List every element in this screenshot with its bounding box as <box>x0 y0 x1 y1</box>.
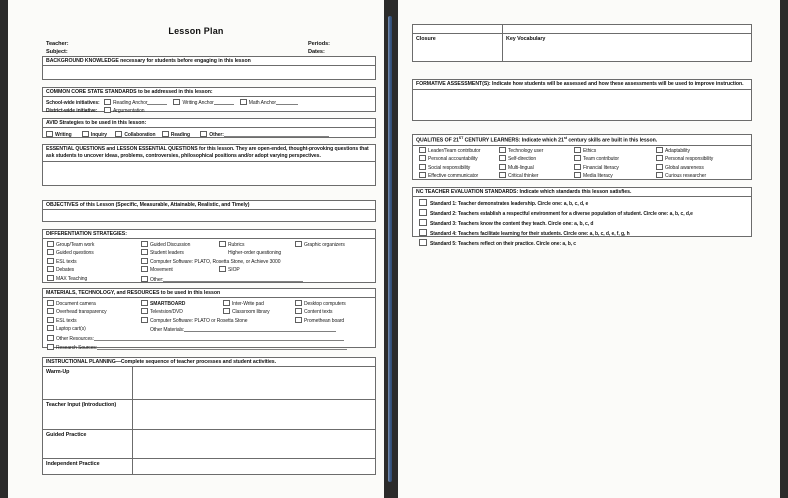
diff-group-team-work-label: Group/Team work <box>56 242 95 249</box>
diff-group-team-work-checkbox[interactable] <box>47 241 54 247</box>
materials-document-camera-label: Document camera <box>56 301 96 308</box>
diff-item <box>47 249 94 257</box>
essential-questions-input[interactable] <box>43 162 375 178</box>
materials-item <box>223 308 270 316</box>
row-input-independent-practice[interactable] <box>133 459 376 475</box>
materials-classroom-library-label: Classroom library <box>232 309 270 316</box>
materials-overhead-transparency-checkbox[interactable] <box>47 308 54 314</box>
lesson-plan-page-left <box>8 0 384 498</box>
essential-questions-heading-rest: for this lesson. They are open-ended, thought-provoking questions that ask students to uncover ideas, problems, controversies, philosophical positions and/or adopt varying perspectives. <box>46 146 369 160</box>
quality-team-contributor-checkbox[interactable] <box>574 155 581 161</box>
diff-esl-texts-label: ESL texts <box>56 258 77 265</box>
formative-assessment-input[interactable] <box>413 90 751 117</box>
qualities-heading-sup: ST <box>458 136 464 140</box>
avid-section <box>42 118 376 138</box>
materials-document-camera-checkbox[interactable] <box>47 300 54 306</box>
row-input-guided-practice[interactable] <box>133 430 376 459</box>
quality-social-responsibility-checkbox[interactable] <box>419 164 426 170</box>
materials-smartboard-label: SMARTBOARD <box>150 301 186 308</box>
materials-other-resources-checkbox[interactable] <box>47 335 54 341</box>
common-core-row-district-wide <box>46 107 372 115</box>
row-label-teacher-input: Teacher Input (Introduction) <box>43 400 133 430</box>
quality-personal-responsibility-checkbox[interactable] <box>656 155 663 161</box>
quality-leader-team-contributor-label: Leader/Team contributor <box>428 147 481 154</box>
avid-reading-label: Reading <box>170 132 190 139</box>
quality-item <box>574 147 619 155</box>
materials-item <box>295 308 346 316</box>
differentiation-section <box>42 229 376 283</box>
diff-movement-checkbox[interactable] <box>141 266 148 272</box>
instructional-planning-heading-rest: —Complete sequence of teacher processes and student activities. <box>115 359 277 365</box>
table-row <box>43 400 376 430</box>
avid-writing-label: Writing <box>55 132 72 139</box>
objectives-heading-bold: OBJECTIVES <box>46 202 79 208</box>
diff-guided-discussion-label: Guided Discussion <box>150 242 191 249</box>
quality-financial-literacy-label: Financial literacy <box>583 164 619 171</box>
formative-assessment-section <box>412 79 752 121</box>
materials-content-texts-label: Content texts <box>304 309 333 316</box>
instructional-planning-section <box>42 357 376 475</box>
materials-item <box>223 300 270 308</box>
materials-esl-texts-checkbox[interactable] <box>47 317 54 323</box>
quality-global-awareness-label: Global awareness <box>665 164 704 171</box>
row-input-teacher-input[interactable] <box>133 400 376 430</box>
nc-standard-4-checkbox[interactable] <box>419 229 427 236</box>
key-vocabulary-label-cell: Key Vocabulary <box>503 34 752 62</box>
school-wide-label: School-wide initiatives: <box>46 100 100 107</box>
diff-graphic-organizers-label: Graphic organizers <box>304 242 345 249</box>
diff-item <box>219 266 281 274</box>
district-wide-label: District-wide initiative: <box>46 108 98 115</box>
formative-assessment-heading-bold: FORMATIVE ASSESSMENT(S): <box>416 81 491 87</box>
quality-item <box>419 172 480 180</box>
quality-curious-researcher-checkbox[interactable] <box>656 172 663 178</box>
quality-item <box>574 164 619 172</box>
background-knowledge-heading-rest: necessary for students before engaging in this lesson <box>118 58 251 64</box>
quality-item <box>656 164 713 172</box>
quality-media-literacy-checkbox[interactable] <box>574 172 581 178</box>
nc-standards-heading <box>413 188 751 197</box>
materials-research-sources-checkbox[interactable] <box>47 344 54 350</box>
nc-standard-item <box>419 199 748 209</box>
avid-heading-bold: AVID Strategies <box>46 120 84 126</box>
materials-television-dvd-label: Television/DVD <box>150 309 183 316</box>
objectives-heading-rest: of this Lesson (Specific, Measurable, Attainable, Realistic, and Timely) <box>78 202 250 208</box>
lesson-plan-page-right <box>398 0 780 498</box>
essential-questions-heading <box>43 145 375 162</box>
instructional-planning-table <box>42 366 376 475</box>
nc-standards-heading-bold: NC TEACHER EVALUATION STANDARDS: <box>416 189 519 195</box>
background-knowledge-section <box>42 56 376 80</box>
materials-content-texts-checkbox[interactable] <box>295 308 302 314</box>
table-row <box>43 367 376 400</box>
materials-desktop-computers-label: Desktop computers <box>304 301 346 308</box>
avid-reading-checkbox[interactable] <box>162 131 169 137</box>
materials-heading <box>43 289 375 298</box>
materials-computer-software-checkbox[interactable] <box>141 317 148 323</box>
differentiation-heading <box>43 230 375 239</box>
closure-top-right-cell[interactable] <box>503 25 752 34</box>
diff-guided-discussion-checkbox[interactable] <box>141 241 148 247</box>
nc-standard-2-label: Standard 2: Teachers establish a respectful environment for a diverse population of student. Circle one: a, b, c, d,e <box>430 211 693 218</box>
quality-item <box>574 172 619 180</box>
materials-section <box>42 288 376 352</box>
quality-multi-lingual-checkbox[interactable] <box>499 164 506 170</box>
background-knowledge-input[interactable] <box>43 66 375 86</box>
quality-multi-lingual-label: Multi-lingual <box>508 164 534 171</box>
math-anchor-checkbox[interactable] <box>240 99 247 105</box>
row-label-warm-up: Warm-Up <box>43 367 133 400</box>
materials-other-resources-input[interactable] <box>94 334 344 341</box>
nc-standard-1-checkbox[interactable] <box>419 199 427 206</box>
quality-item <box>499 155 543 163</box>
quality-technology-user-label: Technology user <box>508 147 544 154</box>
common-core-heading-rest: to be addressed in this lesson: <box>136 89 213 95</box>
diff-debates-checkbox[interactable] <box>47 266 54 272</box>
quality-media-literacy-label: Media literacy <box>583 172 613 179</box>
diff-guided-questions-checkbox[interactable] <box>47 249 54 255</box>
instructional-planning-heading-bold: INSTRUCTIONAL PLANNING <box>46 359 116 365</box>
nc-standard-item <box>419 239 748 249</box>
qualities-heading-rest: Indicate which 21 <box>520 137 564 144</box>
row-input-warm-up[interactable] <box>133 367 376 400</box>
quality-self-direction-checkbox[interactable] <box>499 155 506 161</box>
quality-personal-accountability-checkbox[interactable] <box>419 155 426 161</box>
quality-item <box>656 155 713 163</box>
nc-standard-3-label: Standard 3: Teachers know the content they teach. Circle one: a, b, c, d <box>430 221 594 228</box>
quality-global-awareness-checkbox[interactable] <box>656 164 663 170</box>
subject-field-label: Subject: <box>46 49 68 55</box>
common-core-heading <box>43 88 375 97</box>
quality-effective-communicator-checkbox[interactable] <box>419 172 426 178</box>
materials-computer-software-label: Computer Software: PLATO or Rosetta Stone <box>150 317 248 324</box>
diff-student-leaders-checkbox[interactable] <box>141 249 148 255</box>
materials-desktop-computers-checkbox[interactable] <box>295 300 302 306</box>
qualities-heading-mid: CENTURY LEARNERS: <box>463 137 521 144</box>
nc-standard-2-checkbox[interactable] <box>419 209 427 216</box>
teacher-field-label: Teacher: <box>46 41 69 47</box>
nc-standard-item <box>419 209 748 219</box>
diff-item <box>295 241 345 249</box>
quality-adaptability-label: Adaptability <box>665 147 690 154</box>
common-core-row-school-wide <box>46 98 372 107</box>
diff-movement-label: Movement <box>150 267 173 274</box>
objectives-heading <box>43 201 375 210</box>
diff-item <box>47 258 94 266</box>
quality-self-direction-label: Self-direction <box>508 156 537 163</box>
diff-student-leaders-label: Student leaders <box>150 250 184 257</box>
nc-standards-heading-rest: Indicate which standards this lesson satisfies. <box>518 189 632 195</box>
materials-research-sources-input[interactable] <box>97 343 347 350</box>
diff-higher-order-questioning-label: Higher-order questioning <box>228 250 282 257</box>
quality-personal-responsibility-label: Personal responsibility <box>665 156 714 163</box>
differentiation-heading-bold: DIFFERENTIATION STRATEGIES: <box>46 231 127 237</box>
avid-collaboration-label: Collaboration <box>124 132 156 139</box>
diff-debates-label: Debates <box>56 267 75 274</box>
materials-inter-write-pad-checkbox[interactable] <box>223 300 230 306</box>
nc-standard-5-label: Standard 5: Teachers reflect on their practice. Circle one: a, b, c <box>430 241 576 248</box>
diff-max-teaching-checkbox[interactable] <box>47 275 54 281</box>
materials-item <box>295 317 346 325</box>
table-row <box>43 430 376 459</box>
materials-heading-bold: MATERIALS, TECHNOLOGY, and RESOURCES <box>46 290 160 296</box>
objectives-section <box>42 200 376 222</box>
diff-item <box>47 241 94 249</box>
dates-field-label: Dates: <box>308 49 325 55</box>
diff-esl-texts-checkbox[interactable] <box>47 258 54 264</box>
quality-item <box>499 164 543 172</box>
materials-promethean-board-checkbox[interactable] <box>295 317 302 323</box>
objectives-input[interactable] <box>43 210 375 227</box>
diff-other-input[interactable] <box>163 275 303 282</box>
diff-computer-software-label: Computer Software: PLATO, Rosetta Stone, or Achieve 3000 <box>150 258 281 265</box>
nc-standard-1-label: Standard 1: Teacher demonstrates leadership. Circle one: a, b, c, d, e <box>430 201 589 208</box>
row-label-guided-practice: Guided Practice <box>43 430 133 459</box>
school-wide-checkbox[interactable] <box>104 99 111 105</box>
writing-anchor-checkbox[interactable] <box>173 99 180 105</box>
materials-item <box>141 325 336 334</box>
materials-item <box>295 300 346 308</box>
reading-anchor-label: Reading Anchor <box>113 100 148 107</box>
diff-item <box>141 275 303 284</box>
closure-top-left-cell[interactable] <box>413 25 503 34</box>
table-row <box>413 25 752 34</box>
materials-smartboard-checkbox[interactable] <box>141 300 148 306</box>
formative-assessment-heading-rest: Indicate how students will be assessed and how these assessments will be used to improve instruction. <box>490 81 744 87</box>
quality-critical-thinker-checkbox[interactable] <box>499 172 506 178</box>
avid-other-checkbox[interactable] <box>200 131 207 137</box>
quality-social-responsibility-label: Social responsibility <box>428 164 471 171</box>
diff-guided-questions-label: Guided questions <box>56 250 94 257</box>
nc-standard-5-checkbox[interactable] <box>419 239 427 246</box>
instructional-planning-heading <box>43 358 375 366</box>
quality-item <box>419 155 480 163</box>
avid-collaboration-checkbox[interactable] <box>115 131 122 137</box>
diff-other-checkbox[interactable] <box>141 276 148 282</box>
materials-item <box>47 343 347 352</box>
page-divider <box>388 16 392 482</box>
row-label-independent-practice: Independent Practice <box>43 459 133 475</box>
table-row <box>43 459 376 475</box>
formative-assessment-heading <box>413 80 751 90</box>
materials-research-sources-label: Research Sources: <box>56 345 98 352</box>
materials-overhead-transparency-label: Overhead transparency <box>56 309 107 316</box>
essential-questions-section <box>42 144 376 186</box>
diff-max-teaching-label: MAX Teaching <box>56 275 88 282</box>
diff-item <box>219 241 281 249</box>
materials-inter-write-pad-label: Inter-Write pad <box>232 301 264 308</box>
qualities-heading-rest2: century skills are built in this lesson. <box>566 137 658 144</box>
avid-heading <box>43 119 375 128</box>
nc-standard-item <box>419 229 748 239</box>
essential-questions-heading-bold: ESSENTIAL QUESTIONS and LESSON ESSENTIAL QUESTIONS <box>46 146 198 152</box>
quality-item <box>656 147 713 155</box>
materials-promethean-board-label: Promethean board <box>304 317 345 324</box>
materials-heading-rest: to be used in this lesson <box>159 290 221 296</box>
quality-item <box>499 172 543 180</box>
quality-item <box>419 164 480 172</box>
avid-other-label: Other: <box>209 132 224 139</box>
quality-ethics-label: Ethics <box>583 147 597 154</box>
diff-rubrics-label: Rubrics <box>228 242 245 249</box>
diff-rubrics-checkbox[interactable] <box>219 241 226 247</box>
diff-item <box>47 275 94 283</box>
quality-technology-user-checkbox[interactable] <box>499 147 506 153</box>
materials-television-dvd-checkbox[interactable] <box>141 308 148 314</box>
avid-options-row <box>46 130 372 139</box>
nc-standards-section <box>412 187 752 248</box>
nc-standard-3-checkbox[interactable] <box>419 219 427 226</box>
nc-standard-item <box>419 219 748 229</box>
materials-laptop-cart-label: Laptop cart(s) <box>56 326 86 333</box>
avid-inquiry-checkbox[interactable] <box>82 131 89 137</box>
district-wide-checkbox[interactable] <box>104 107 111 113</box>
background-knowledge-heading-bold: BACKGROUND KNOWLEDGE <box>46 58 119 64</box>
avid-writing-checkbox[interactable] <box>46 131 53 137</box>
materials-item <box>47 334 347 343</box>
common-core-heading-bold: COMMON CORE STATE STANDARDS <box>46 89 137 95</box>
table-row <box>413 34 752 62</box>
diff-computer-software-checkbox[interactable] <box>141 258 148 264</box>
writing-anchor-label: Writing Anchor <box>182 100 214 107</box>
math-anchor-label: Math Anchor <box>248 100 276 107</box>
materials-laptop-cart-checkbox[interactable] <box>47 325 54 331</box>
quality-item <box>419 147 480 155</box>
diff-siop-checkbox[interactable] <box>219 266 226 272</box>
quality-item <box>574 155 619 163</box>
quality-item <box>499 147 543 155</box>
qualities-heading-bold: QUALITIES OF 21 <box>416 137 459 144</box>
quality-effective-communicator-label: Effective communicator <box>428 172 479 179</box>
qualities-heading-sup2: st <box>563 136 567 140</box>
argumentation-label: Argumentation <box>113 108 145 115</box>
qualities-21st-century-section <box>412 134 752 180</box>
diff-other-label: Other: <box>150 276 164 283</box>
qualities-21st-century-heading <box>413 135 751 146</box>
closure-table <box>412 24 752 62</box>
closure-section <box>412 24 752 62</box>
quality-adaptability-checkbox[interactable] <box>656 147 663 153</box>
periods-field-label: Periods: <box>308 41 330 47</box>
diff-graphic-organizers-checkbox[interactable] <box>295 241 302 247</box>
quality-item <box>656 172 713 180</box>
materials-other-materials-input[interactable] <box>184 325 336 332</box>
avid-inquiry-label: Inquiry <box>90 132 107 139</box>
quality-financial-literacy-checkbox[interactable] <box>574 164 581 170</box>
avid-other-input[interactable] <box>224 130 329 137</box>
background-knowledge-heading <box>43 57 375 66</box>
diff-item <box>219 249 281 257</box>
quality-ethics-checkbox[interactable] <box>574 147 581 153</box>
closure-label-cell: Closure <box>413 34 503 62</box>
avid-heading-rest: to be used in this lesson: <box>83 120 147 126</box>
quality-team-contributor-label: Team contributor <box>583 156 619 163</box>
materials-classroom-library-checkbox[interactable] <box>223 308 230 314</box>
materials-other-materials-label: Other Materials: <box>150 327 185 334</box>
diff-siop-label: SIOP <box>228 267 240 274</box>
quality-critical-thinker-label: Critical thinker <box>508 172 539 179</box>
quality-leader-team-contributor-checkbox[interactable] <box>419 147 426 153</box>
page-title: Lesson Plan <box>168 26 224 36</box>
diff-item <box>47 266 94 274</box>
nc-standard-4-label: Standard 4: Teachers facilitate learning for their students. Circle one: a, b, c, d, e, f, g, h <box>430 231 630 238</box>
materials-other-resources-label: Other Resources: <box>56 335 94 342</box>
common-core-section <box>42 87 376 115</box>
quality-personal-accountability-label: Personal accountability <box>428 156 478 163</box>
quality-curious-researcher-label: Curious researcher <box>665 172 707 179</box>
materials-esl-texts-label: ESL texts <box>56 317 77 324</box>
